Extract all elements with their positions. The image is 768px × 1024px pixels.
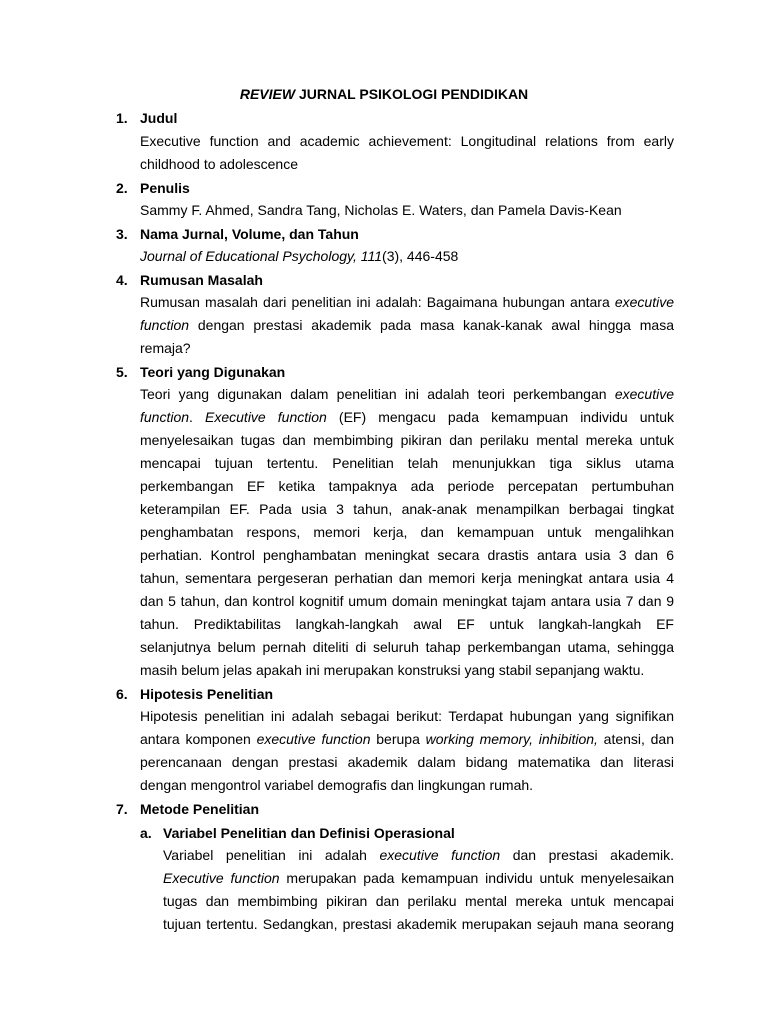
section-heading-teori: Teori yang Digunakan bbox=[140, 364, 286, 380]
section-number: 2. bbox=[116, 180, 128, 196]
teori-text: Teori yang digunakan dalam penelitian ini adalah teori perkembangan executive function. Executive function (EF) mengacu pada kemampuan individu untuk menyelesaikan tugas dan membimbing pikiran dan perilaku mental mereka untuk mencapai tujuan tertentu. Penelitian telah menunjukkan tiga siklus utama perkembangan EF ketika tampaknya ada periode percepatan pertumbuhan keterampilan EF. Pada usia 3 tahun, anak-anak menampilkan berbagai tingkat penghambatan respons, memori kerja, dan kemampuan untuk mengalihkan perhatian. Kontrol penghambatan meningkat secara drastis antara usia 3 dan 6 tahun, sementara pergeseran perhatian dan memori kerja meningkat antara usia 4 dan 5 tahun, dan kontrol kognitif umum domain meningkat tajam antara usia 7 dan 9 tahun. Prediktabilitas langkah-langkah awal EF untuk langkah-langkah EF selanjutnya belum pernah diteliti di seluruh tahap perkembangan utama, sehingga masih belum jelas apakah ini merupakan konstruksi yang stabil sepanjang waktu. bbox=[140, 386, 674, 678]
section-heading-jurnal: Nama Jurnal, Volume, dan Tahun bbox=[140, 226, 359, 242]
penulis-text: Sammy F. Ahmed, Sandra Tang, Nicholas E. Waters, dan Pamela Davis-Kean bbox=[140, 202, 622, 218]
section-heading-rumusan: Rumusan Masalah bbox=[140, 272, 263, 288]
subsection-heading-variabel: Variabel Penelitian dan Definisi Operasional bbox=[163, 825, 455, 841]
judul-text: Executive function and academic achievement: Longitudinal relations from early childhood to adolescence bbox=[140, 133, 674, 172]
jurnal-text: Journal of Educational Psychology, 111(3), 446-458 bbox=[140, 248, 459, 264]
section-heading-penulis: Penulis bbox=[140, 180, 190, 196]
section-number: 6. bbox=[116, 686, 128, 702]
section-number: 5. bbox=[116, 364, 128, 380]
hipotesis-text: Hipotesis penelitian ini adalah sebagai berikut: Terdapat hubungan yang signifikan antara komponen executive function berupa working memory, inhibition, atensi, dan perencanaan dengan prestasi akademik dalam bidang matematika dan literasi dengan mengontrol variabel demografis dan lingkungan rumah. bbox=[140, 708, 675, 793]
variabel-text: Variabel penelitian ini adalah executive function dan prestasi akademik. Executive function merupakan pada kemampuan individu untuk menyelesaikan tugas dan membimbing pikiran dan perilaku mental mereka untuk mencapai tujuan tertentu. Sedangkan, prestasi akademik merupakan sejauh mana seorang bbox=[163, 847, 674, 932]
section-number: 4. bbox=[116, 272, 128, 288]
section-number: 3. bbox=[116, 226, 128, 242]
section-number: 7. bbox=[116, 801, 128, 817]
document-title: REVIEW JURNAL PSIKOLOGI PENDIDIKAN bbox=[239, 86, 529, 102]
section-number: 1. bbox=[116, 110, 128, 126]
rumusan-text: Rumusan masalah dari penelitian ini adalah: Bagaimana hubungan antara executive function dengan prestasi akademik pada masa kanak-kanak awal hingga masa remaja? bbox=[140, 294, 674, 356]
section-heading-metode: Metode Penelitian bbox=[140, 801, 260, 817]
subsection-number: a. bbox=[140, 825, 152, 841]
section-heading-judul: Judul bbox=[140, 110, 178, 126]
section-heading-hipotesis: Hipotesis Penelitian bbox=[140, 686, 274, 702]
